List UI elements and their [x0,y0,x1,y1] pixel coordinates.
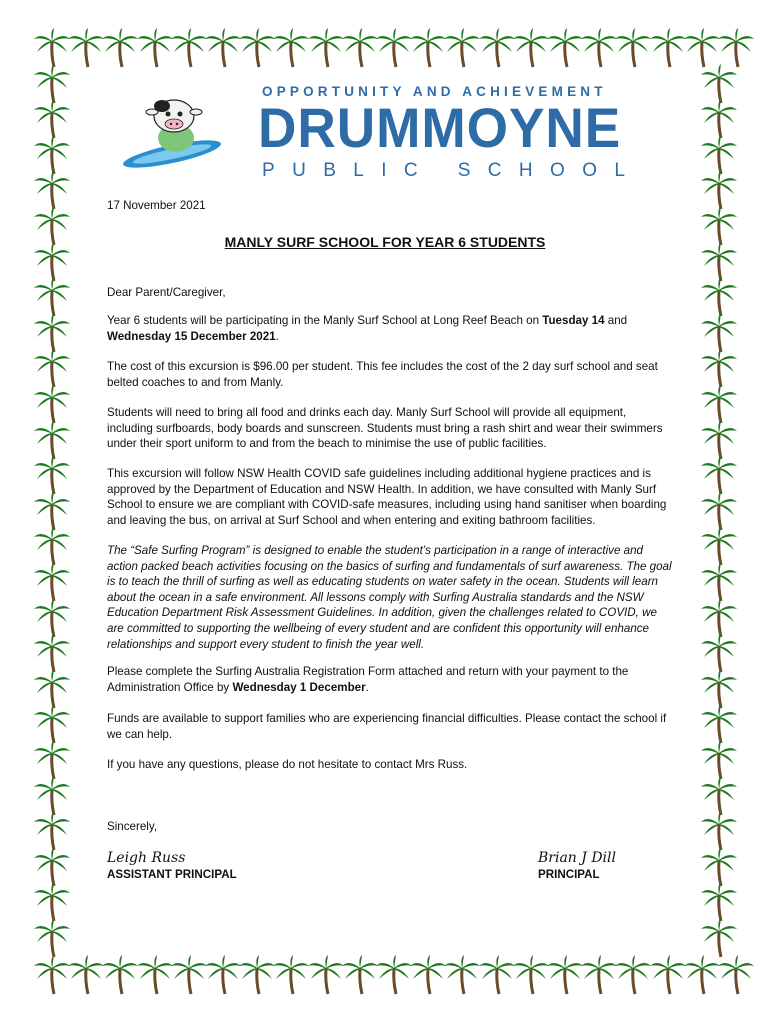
palm-tree-icon [238,955,276,995]
palm-tree-icon [33,420,71,460]
palm-tree-icon [649,955,687,995]
palm-tree-icon [136,955,174,995]
palm-tree-icon [375,28,413,68]
paragraph-contact: If you have any questions, please do not hesitate to contact Mrs Russ. [107,758,468,771]
palm-tree-icon [700,562,738,602]
palm-tree-icon [580,28,618,68]
paragraph-covid: This excursion will follow NSW Health COVID safe guidelines including additional hygiene practices and is approved by the Department of Education and NSW Health. In addition, we have consulted with Manly Surf School to ensure we are compliant with COVID-safe measures, including using hand sanitiser when boarding and leaving the bus, on arrival at Surf School and when entering and exiting bathroom facilities. [107,467,667,527]
signature-brian-dill: Brian J Dill [538,850,616,866]
palm-tree-icon [700,882,738,922]
palm-tree-icon [33,776,71,816]
palm-tree-icon [33,598,71,638]
palm-tree-icon [683,955,721,995]
palm-tree-icon [649,28,687,68]
palm-tree-icon [409,955,447,995]
palm-tree-icon [700,420,738,460]
palm-tree-icon [700,633,738,673]
paragraph-requirements: Students will need to bring all food and drinks each day. Manly Surf School will provide all equipment, including surfboards, body boards and sunscreen. Students must bring a rash shirt and wear their swimmers under their sport uniform to and from the beach to minimise the use of public facilities. [107,406,663,451]
palm-tree-icon [136,28,174,68]
palm-tree-icon [33,847,71,887]
palm-tree-icon [700,491,738,531]
palm-tree-icon [33,99,71,139]
palm-tree-icon [443,955,481,995]
paragraph-funds: Funds are available to support families who are experiencing financial difficulties. Please contact the school if we can help. [107,712,667,741]
palm-tree-icon [33,348,71,388]
palm-tree-icon [101,28,139,68]
palm-tree-icon [478,28,516,68]
palm-tree-icon [700,170,738,210]
letter-date: 17 November 2021 [107,199,206,212]
palm-tree-icon [33,135,71,175]
palm-tree-icon [512,955,550,995]
palm-tree-icon [700,776,738,816]
palm-tree-icon [512,28,550,68]
palm-tree-icon [700,455,738,495]
palm-tree-icon [307,955,345,995]
palm-tree-icon [700,313,738,353]
palm-tree-icon [375,955,413,995]
letter-heading: MANLY SURF SCHOOL FOR YEAR 6 STUDENTS [224,234,546,250]
palm-tree-icon [238,28,276,68]
palm-tree-icon [33,526,71,566]
palm-tree-icon [272,28,310,68]
palm-tree-icon [33,277,71,317]
palm-tree-icon [33,562,71,602]
school-subtitle: PUBLIC SCHOOL [262,160,643,181]
palm-tree-icon [443,28,481,68]
palm-tree-icon [700,811,738,851]
palm-tree-icon [700,526,738,566]
palm-tree-icon [614,955,652,995]
palm-tree-icon [33,669,71,709]
palm-tree-icon [409,28,447,68]
paragraph-program: The “Safe Surfing Program” is designed to enable the student’s participation in a range of interactive and action packed beach activities focusing on the basics of surfing and fundamentals of surf awareness. The goal is to teach the thrill of surfing as well as educating students on water safety in the ocean. Students will learn about the ocean in a safe environment. All lessons comply with Surfing Australia standards and the NSW Education Department Risk Assessment Guidelines. In addition, given the challenges related to COVID, we are committed to supporting the wellbeing of every student and are confident this opportunity will enhance relationships and support every student to finish the year well. [107,544,672,651]
palm-tree-icon [204,955,242,995]
paragraph-dates: Year 6 students will be participating in the Manly Surf School at Long Reef Beach on Tuesday 14 and Wednesday 15 December 2021. [107,314,628,343]
palm-tree-icon [700,135,738,175]
palm-tree-icon [700,740,738,780]
paragraph-cost: The cost of this excursion is $96.00 per student. This fee includes the cost of the 2 day surf school and seat belted coaches to and from Manly. [107,360,658,389]
palm-tree-icon [683,28,721,68]
closing: Sincerely, [107,820,158,833]
palm-tree-icon [700,598,738,638]
palm-tree-icon [717,955,755,995]
school-tagline: OPPORTUNITY AND ACHIEVEMENT [262,84,607,99]
palm-tree-icon [33,704,71,744]
palm-tree-icon [478,955,516,995]
palm-tree-icon [700,348,738,388]
palm-tree-icon [33,28,71,68]
palm-tree-icon [700,704,738,744]
palm-tree-icon [33,918,71,958]
palm-tree-icon [33,64,71,104]
palm-tree-icon [307,28,345,68]
cow-on-surfboard-icon [118,92,226,172]
palm-tree-icon [67,955,105,995]
palm-tree-icon [33,384,71,424]
role-principal: PRINCIPAL [538,868,600,881]
paragraph-registration: Please complete the Surfing Australia Registration Form attached and return with your payment to the Administration Office by Wednesday 1 December. [107,665,629,694]
palm-tree-icon [204,28,242,68]
palm-tree-icon [700,384,738,424]
palm-tree-icon [33,811,71,851]
palm-tree-icon [717,28,755,68]
palm-tree-icon [101,955,139,995]
palm-tree-icon [33,955,71,995]
palm-tree-icon [33,170,71,210]
palm-tree-icon [67,28,105,68]
palm-tree-icon [33,491,71,531]
palm-tree-icon [700,277,738,317]
palm-tree-icon [700,918,738,958]
palm-tree-icon [700,64,738,104]
palm-tree-icon [614,28,652,68]
signature-leigh-russ: Leigh Russ [107,850,186,866]
palm-tree-icon [272,955,310,995]
palm-tree-icon [33,455,71,495]
palm-tree-icon [580,955,618,995]
palm-tree-icon [700,669,738,709]
palm-tree-icon [170,955,208,995]
palm-tree-icon [700,847,738,887]
salutation: Dear Parent/Caregiver, [107,286,226,299]
palm-tree-icon [33,740,71,780]
palm-tree-icon [33,633,71,673]
role-assistant-principal: ASSISTANT PRINCIPAL [107,868,237,881]
palm-tree-icon [546,28,584,68]
palm-tree-icon [170,28,208,68]
palm-tree-icon [341,28,379,68]
palm-tree-icon [33,882,71,922]
palm-tree-icon [546,955,584,995]
palm-tree-icon [700,99,738,139]
school-name: DRUMMOYNE [258,96,622,159]
palm-tree-icon [341,955,379,995]
palm-tree-icon [33,313,71,353]
